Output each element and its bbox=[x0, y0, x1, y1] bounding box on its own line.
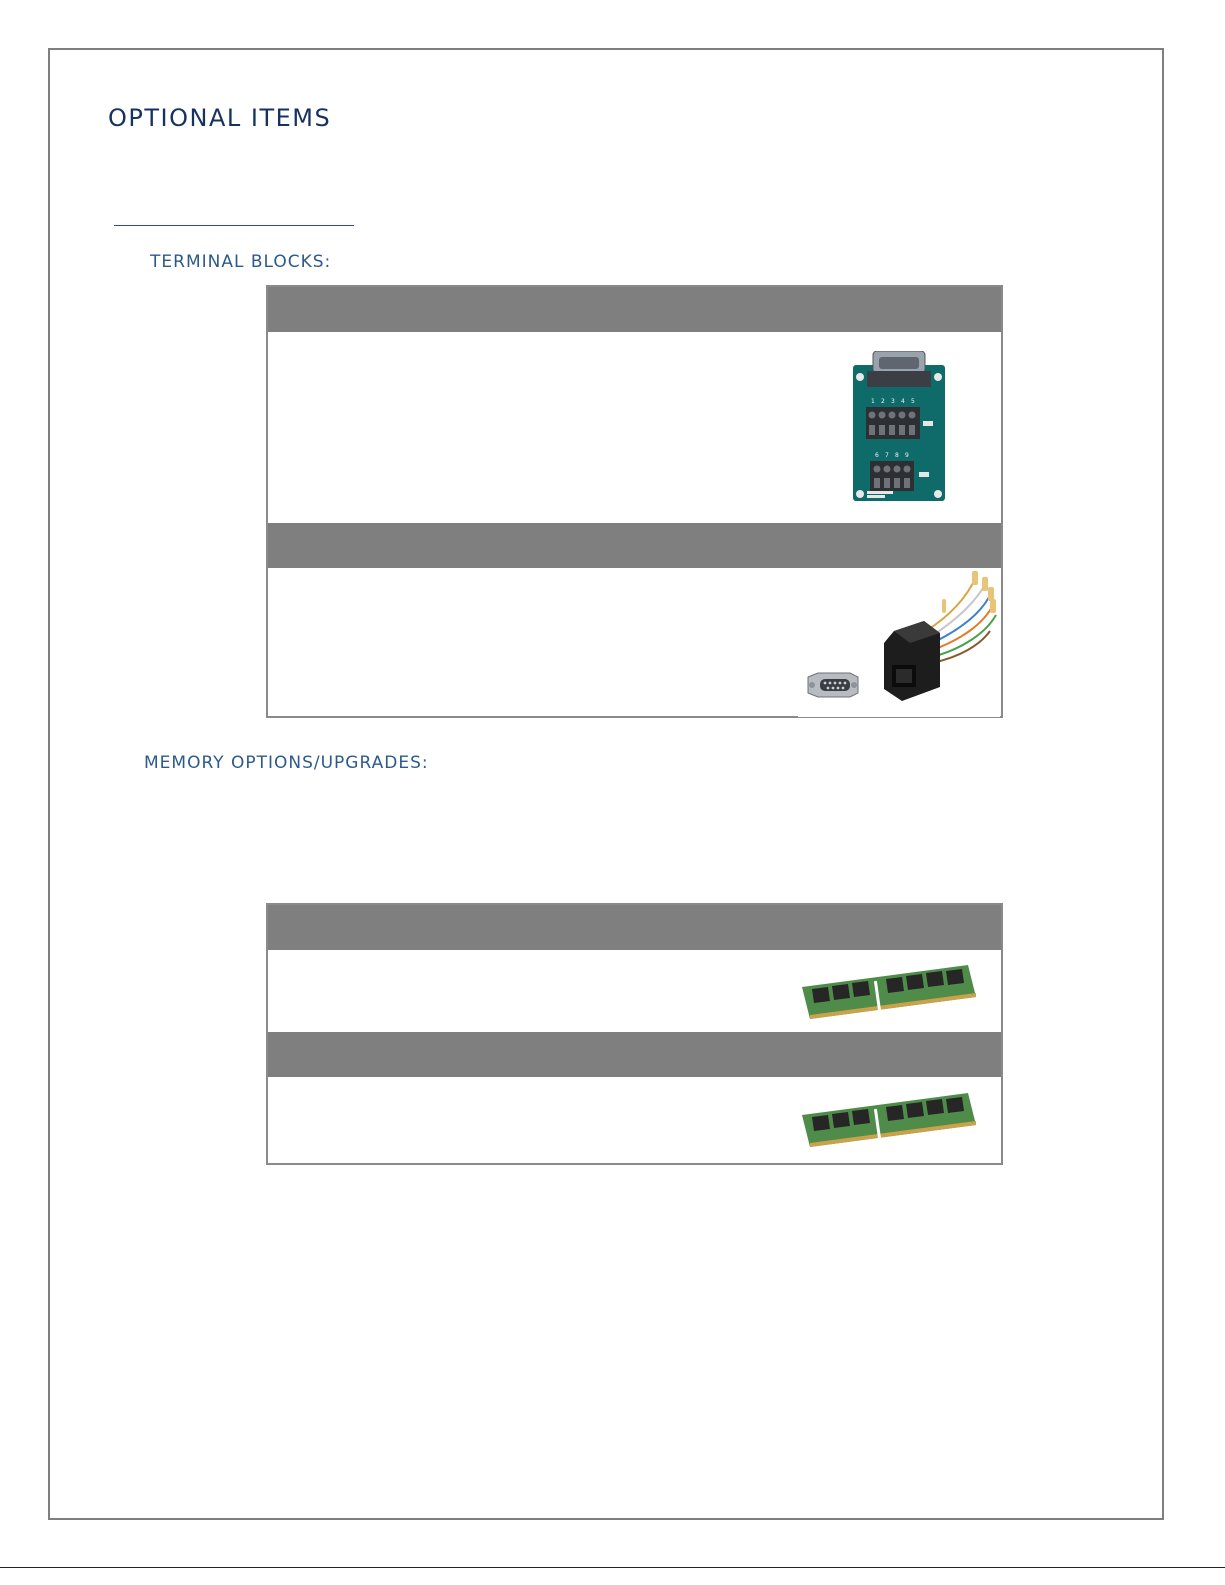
section-heading-terminal-blocks: TERMINAL BLOCKS: bbox=[150, 252, 332, 272]
svg-text:8: 8 bbox=[895, 452, 899, 459]
terminal-blocks-table bbox=[266, 285, 1003, 718]
svg-text:4: 4 bbox=[901, 398, 905, 405]
svg-text:1: 1 bbox=[871, 398, 875, 405]
db9-rj45-adapter-image bbox=[798, 569, 1000, 717]
page-bottom-rule bbox=[0, 1567, 1225, 1568]
table-header-bar bbox=[268, 1032, 1001, 1077]
memory-module-image bbox=[798, 951, 984, 1031]
svg-text:2: 2 bbox=[881, 398, 885, 405]
table-header-bar bbox=[268, 905, 1001, 950]
terminal-block-board-image bbox=[851, 351, 947, 503]
memory-options-table bbox=[266, 903, 1003, 1165]
memory-module-image bbox=[798, 1079, 984, 1159]
section-heading-memory-options: MEMORY OPTIONS/UPGRADES: bbox=[144, 753, 429, 773]
svg-text:9: 9 bbox=[905, 452, 909, 459]
svg-text:6: 6 bbox=[875, 452, 879, 459]
svg-text:3: 3 bbox=[891, 398, 895, 405]
hyperlink-underline[interactable] bbox=[114, 225, 354, 226]
table-header-bar bbox=[268, 287, 1001, 332]
page-title: OPTIONAL ITEMS bbox=[108, 104, 332, 132]
svg-text:7: 7 bbox=[885, 452, 889, 459]
svg-text:5: 5 bbox=[911, 398, 915, 405]
table-header-bar bbox=[268, 523, 1001, 568]
